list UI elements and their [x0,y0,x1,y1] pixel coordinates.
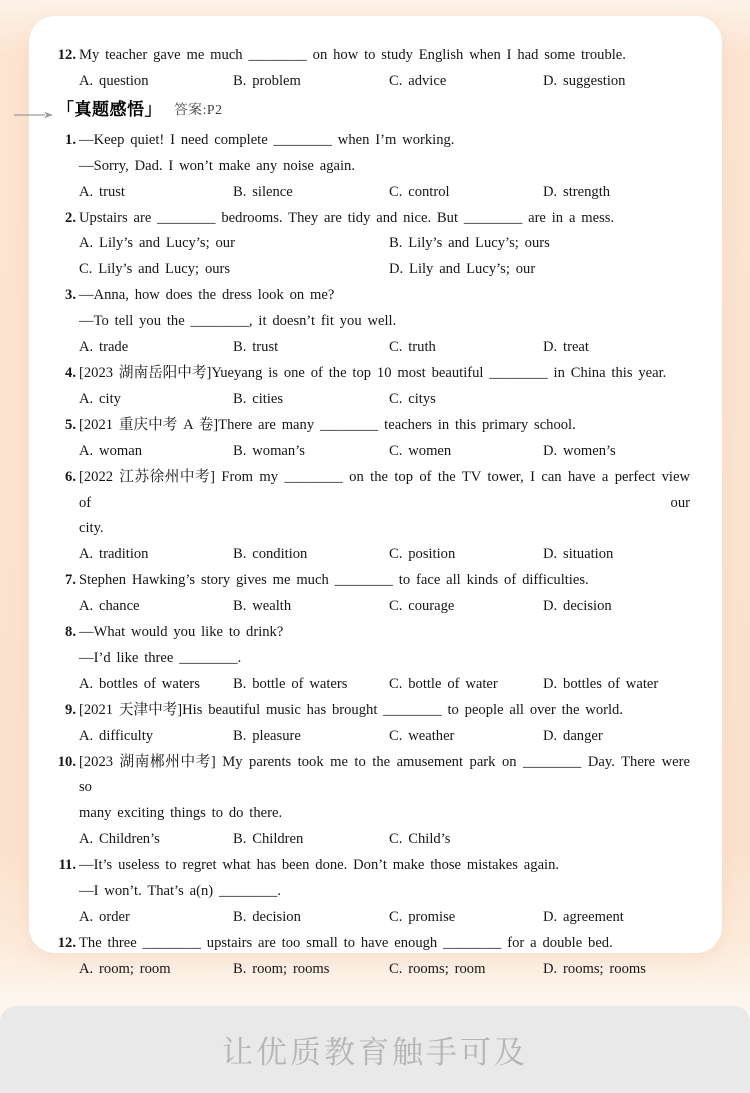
question-line: [2023 湖南郴州中考] My parents took me to the amusement park on ________ Day. There were so [79,753,690,796]
option: A. tradition [79,546,149,563]
question-number: 5. [65,416,76,433]
option: D. treat [543,339,589,356]
option: D. agreement [543,909,624,925]
option: A. difficulty [79,727,154,744]
question-number: 3. [65,287,76,304]
option: A. question [79,72,149,89]
footer-slogan: 让优质教育触手可及 [222,1035,528,1070]
option: C. courage [389,598,455,615]
question-line: Upstairs are ________ bedrooms. They are tidy and nice. But ________ are in a mess. [79,209,615,226]
option: C. promise [389,909,456,925]
option: C. women [389,442,452,459]
option: C. weather [389,727,455,744]
question-line: —Sorry, Dad. I won’t make any noise again. [79,157,355,174]
options-row [79,335,690,361]
option: B. decision [233,909,301,925]
question-number: 7. [65,572,76,589]
question [57,43,690,95]
options-row [79,69,690,95]
option: D. Lily and Lucy’s; our [389,261,536,278]
option: D. suggestion [543,72,626,89]
option: C. position [389,546,456,563]
option: C. citys [389,390,436,407]
option: A. trade [79,339,129,356]
option: A. Children’s [79,831,160,848]
option: D. rooms; rooms [543,960,646,977]
question-line: —To tell you the ________, it doesn’t fit you well. [79,313,397,330]
options-row [79,542,690,568]
question [62,568,690,620]
option: B. wealth [233,598,292,615]
option: C. truth [389,339,436,356]
option: C. control [389,183,450,200]
option: C. advice [389,72,447,89]
question [62,698,690,750]
options-row [79,672,690,698]
option: C. Child’s [389,831,451,848]
section-header [57,97,690,123]
option: D. women’s [543,442,616,459]
exercise-page-card [29,16,722,977]
options-row [79,439,690,465]
option: A. woman [79,442,142,459]
section-title: 「真题感悟」 [57,99,162,119]
options-row [79,724,690,750]
question-line: [2023 湖南岳阳中考]Yueyang is one of the top 10 most beautiful ________ in China this year. [79,364,667,381]
question [62,128,690,206]
option: A. chance [79,598,140,615]
question-number: 4. [65,364,76,381]
option: B. bottle of waters [233,675,348,692]
option: B. room; rooms [233,960,330,977]
option: B. condition [233,546,308,563]
question-line: many exciting things to do there. [79,805,283,822]
question [62,413,690,465]
question-number: 8. [65,624,76,641]
question-number: 1. [65,131,76,148]
option: B. Children [233,831,304,848]
options-row [79,180,690,206]
options-row [79,387,690,413]
option: C. rooms; room [389,960,486,977]
question-number: 12. [57,47,76,63]
question [58,853,690,931]
footer-banner [0,1006,750,1093]
option: A. room; room [79,960,171,977]
options-row [79,905,690,931]
question-line: —What would you like to drink? [79,624,284,641]
question-number: 2. [65,209,76,226]
option: B. silence [233,183,293,200]
question [62,465,690,569]
option: A. Lily’s and Lucy’s; our [79,235,235,252]
question-line: —I’d like three ________. [79,649,242,666]
question-list [57,128,690,983]
option: A. trust [79,183,125,200]
option: B. woman’s [233,442,305,459]
question-line: city. [79,520,104,537]
option: C. bottle of water [389,675,498,692]
question-number: 12. [57,934,76,951]
question-line: —It’s useless to regret what has been done. Don’t make those mistakes again. [79,857,560,874]
question-line: [2021 天津中考]His beautiful music has brought ________ to people all over the world. [79,701,623,718]
question-line: —I won’t. That’s a(n) ________. [79,883,282,900]
question [62,206,690,284]
option: D. strength [543,183,611,200]
arrow-icon [14,104,54,130]
question-number: 11. [58,857,76,874]
options-row [79,231,690,283]
question [57,750,690,854]
question [57,931,690,983]
option: B. cities [233,390,284,407]
option: B. pleasure [233,727,301,744]
options-row [79,827,690,853]
question-line: [2021 重庆中考 A 卷]There are many ________ teachers in this primary school. [79,416,576,433]
question-number: 6. [65,468,76,485]
question-line: —Anna, how does the dress look on me? [79,287,335,304]
option: D. situation [543,546,614,563]
question [62,283,690,361]
option: D. decision [543,598,612,615]
option: D. bottles of water [543,675,659,692]
options-row [79,594,690,620]
question-line: My teacher gave me much ________ on how to study English when I had some trouble. [79,47,626,63]
question [62,361,690,413]
option: A. city [79,390,121,407]
question-number: 10. [57,753,76,770]
question-line: Stephen Hawking’s story gives me much ________ to face all kinds of difficulties. [79,572,589,589]
option: D. danger [543,727,603,744]
question-line: The three ________ upstairs are too small to have enough ________ for a double bed. [79,934,613,951]
option: B. trust [233,339,279,356]
question-number: 9. [65,701,76,718]
option: B. Lily’s and Lucy’s; ours [389,235,550,252]
question [62,620,690,698]
option: C. Lily’s and Lucy; ours [79,261,231,278]
option: B. problem [233,72,301,89]
prelude-question-list [57,43,690,95]
option: A. order [79,909,130,925]
question-line: [2022 江苏徐州中考] From my ________ on the top of the TV tower, I can have a perfect view of our [79,468,690,511]
option: A. bottles of waters [79,675,200,692]
options-row [79,957,690,983]
question-line: —Keep quiet! I need complete ________ when I’m working. [79,131,455,148]
answer-reference: 答案:P2 [174,101,223,117]
